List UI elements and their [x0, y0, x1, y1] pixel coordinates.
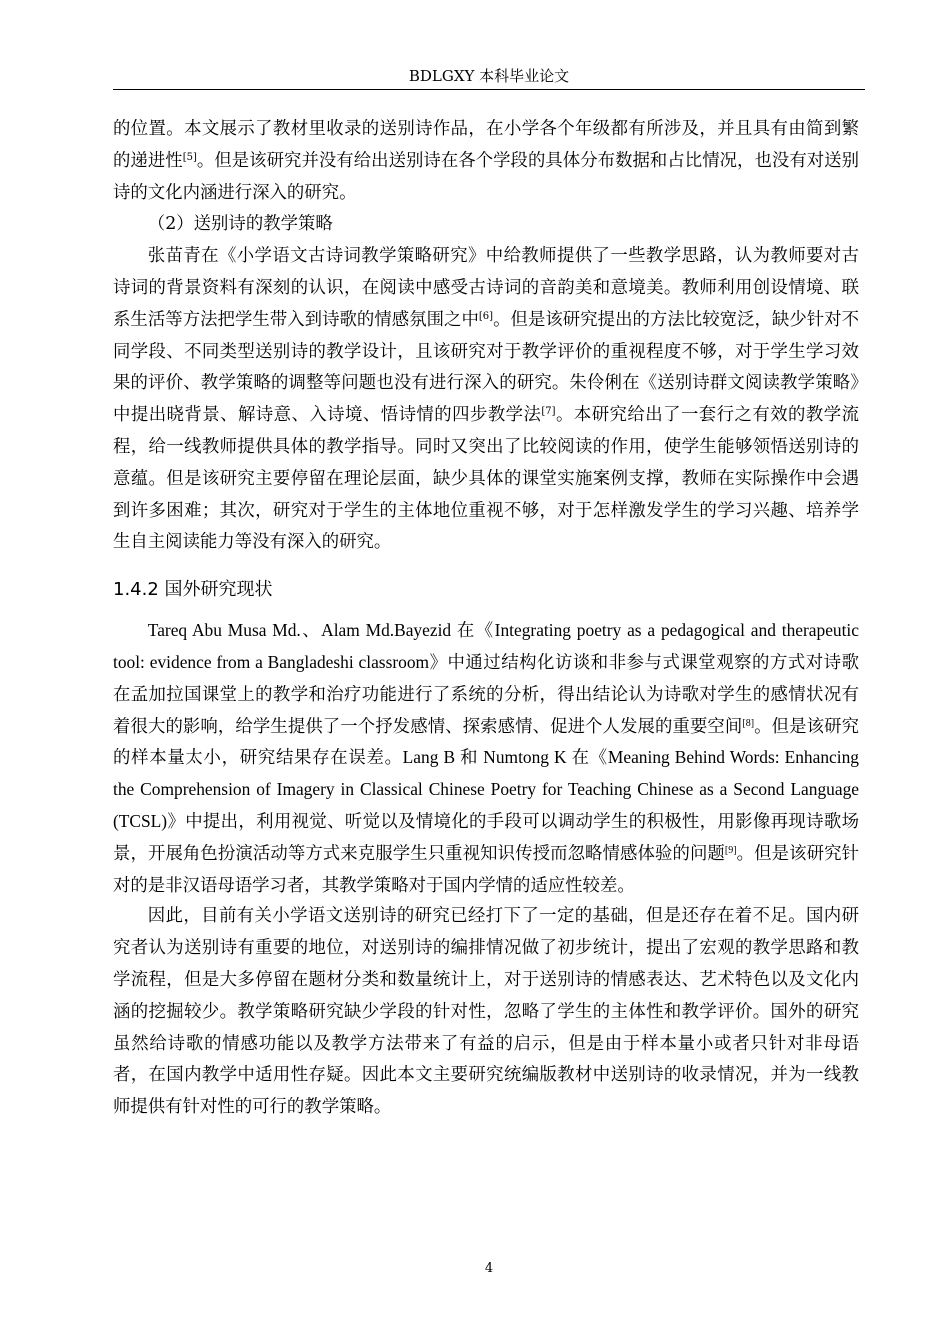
citation-7: [7]	[541, 406, 556, 418]
body-text	[113, 114, 859, 1124]
paragraph-text: 。但是该研究的样本量太小，研究结果存在误差。Lang B 和 Numtong K 在《Meaning Behind Words: Enhancing the Comprehension of Imagery in Classical Chinese Poetry for Teaching Chinese as a Second Language (TCSL)》中提出，利用视觉、听觉以及情境化的手段可以调动学生的积极性，用影像再现诗歌场景，开展角色扮演活动等方式来克服学生只重视知识传授而忽略情感体验的问题	[113, 715, 859, 863]
paragraph-domestic-strategy	[113, 241, 859, 559]
citation-6: [6]	[478, 310, 494, 322]
paragraph-text: Tareq Abu Musa Md.、Alam Md.Bayezid 在《Integrating poetry as a pedagogical and therapeutic tool: evidence from a Bangladeshi classroom》中通过结构化访谈和非参与式课堂观察的方式对诗歌在孟加拉国课堂上的教学和治疗功能进行了系统的分析，得出结论认为诗歌对学生的感情状况有着很大的影响，给学生提供了一个抒发感情、探索感情、促进个人发展的重要空间	[113, 620, 859, 736]
citation-5: [5]	[182, 151, 197, 163]
paragraph-continuation	[113, 114, 859, 209]
paragraph-text: 。本研究给出了一套行之有效的教学流程，给一线教师提供具体的教学指导。同时又突出了比较阅读的作用，使学生能够领悟送别诗的意蕴。但是该研究主要停留在理论层面，缺少具体的课堂实施案例支撑，教师在实际操作中会遇到许多困难；其次，研究对于学生的主体地位重视不够，对于怎样激发学生的学习兴趣、培养学生自主阅读能力等没有深入的研究。	[113, 405, 859, 553]
paragraph-foreign-research	[113, 615, 859, 901]
paragraph-text: 。但是该研究提出的方法比较宽泛，缺少针对不同学段、不同类型送别诗的教学设计，且该研究对于教学评价的重视程度不够，对于学生学习效果的评价、教学策略的调整等问题也没有进行深入的研究。朱伶俐在《送别诗群文阅读教学策略》中提出晓背景、解诗意、入诗境、悟诗情的四步教学法	[113, 309, 859, 426]
citation-9: [9]	[724, 844, 737, 856]
paragraph-text: 的位置。本文展示了教材里收录的送别诗作品，在小学各个年级都有所涉及，并且具有由简到繁的递进性	[113, 119, 859, 171]
page-header: BDLGXY 本科毕业论文	[408, 67, 570, 85]
subsection-heading: （2）送别诗的教学策略	[147, 214, 333, 235]
paragraph-text: 。但是该研究针对的是非汉语母语学习者，其教学策略对于国内学情的适应性较差。	[113, 842, 859, 895]
paragraph-summary: 因此，目前有关小学语文送别诗的研究已经打下了一定的基础，但是还存在着不足。国内研究者认为送别诗有重要的地位，对送别诗的编排情况做了初步统计，提出了宏观的教学思路和教学流程，但是大多停留在题材分类和数量统计上，对于送别诗的情感表达、艺术特色以及文化内涵的挖掘较少。教学策略研究缺少学段的针对性，忽略了学生的主体性和教学评价。国外的研究虽然给诗歌的情感功能以及教学方法带来了有益的启示，但是由于样本量小或者只针对非母语者，在国内教学中适用性存疑。因此本文主要研究统编版教材中送别诗的收录情况，并为一线教师提供有针对性的可行的教学策略。	[113, 906, 859, 1118]
paragraph-text: 。但是该研究并没有给出送别诗在各个学段的具体分布数据和占比情况，也没有对送别诗的文化内涵进行深入的研究。	[113, 150, 859, 203]
section-heading: 1.4.2 国外研究现状	[113, 579, 273, 601]
header-divider	[113, 89, 865, 90]
paragraph-text: 张苗青在《小学语文古诗词教学策略研究》中给教师提供了一些教学思路，认为教师要对古诗词的背景资料有深刻的认识，在阅读中感受古诗词的音韵美和意境美。教师利用创设情境、联系生活等方法把学生带入到诗歌的情感氛围之中	[113, 246, 859, 330]
citation-8: [8]	[742, 717, 755, 729]
page-number: 4	[484, 1261, 494, 1276]
